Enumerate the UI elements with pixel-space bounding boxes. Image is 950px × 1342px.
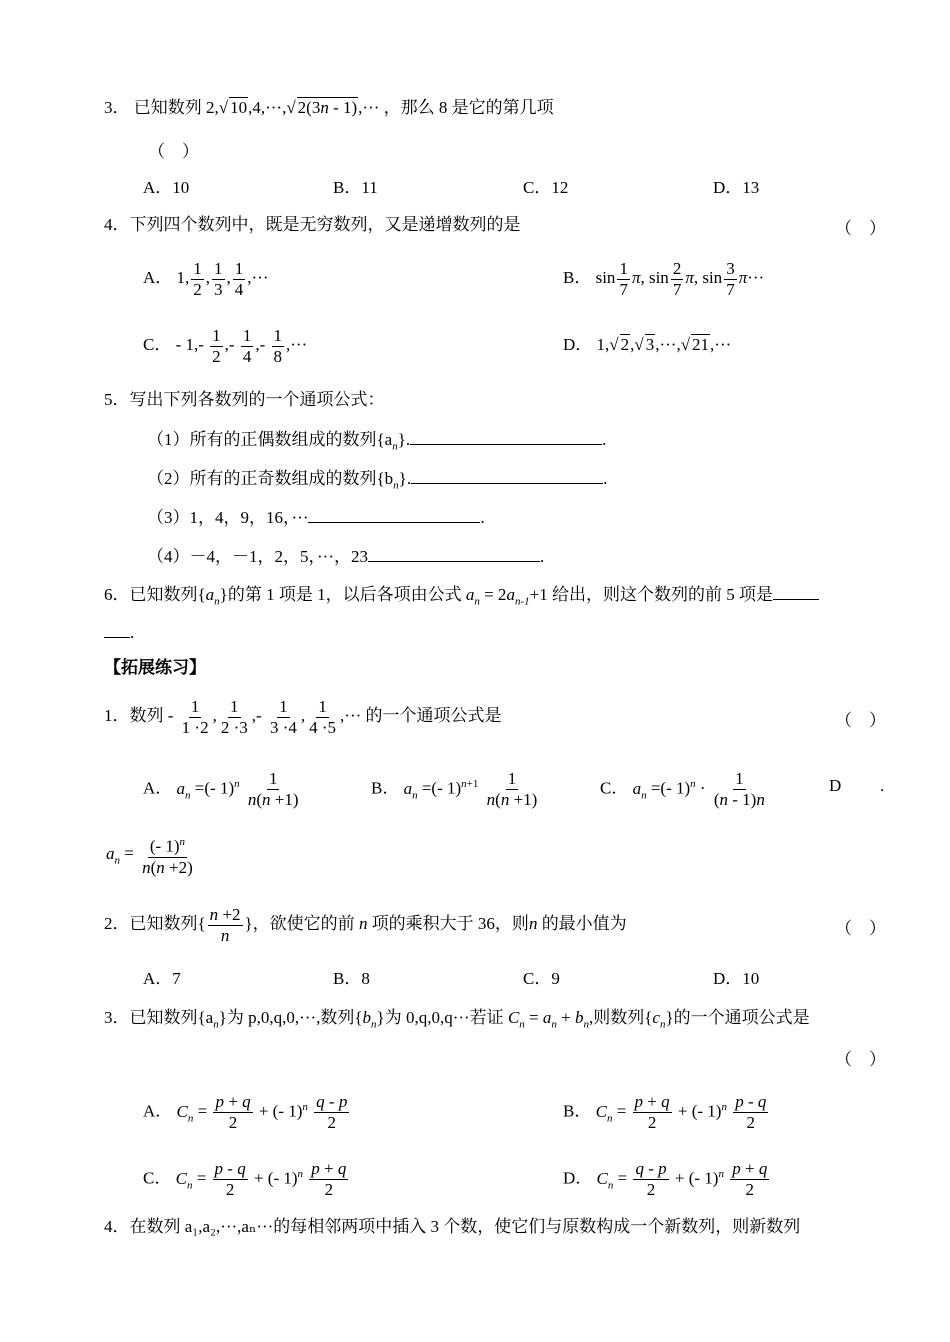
e1-option-d-label: D — [829, 776, 842, 795]
e2-option-b: B．8 — [333, 969, 370, 988]
q3-option-b: B．11 — [333, 178, 378, 197]
q6-stem: 6．已知数列$\{a_n\}$的第 1 项是 1，以后各项由公式 $a_n = 2a_{n-1}+1$ 给出，则这个数列的前 5 项是 — [104, 583, 819, 612]
e2-stem: 2．已知数列{ $\frac{n +2}{n}$ }，欲使它的前 n 项的乘积大于 36，则n 的最小值为 — [104, 904, 627, 945]
q4-option-b: B． sin $\frac{1}{7}$ π, sin $\frac{2}{7}$ π, sin $\frac{3}{7}$ π··· — [563, 258, 765, 299]
q3-stem: 3． 已知数列 2,√ 10,4,···,√ 2(3n - 1),··· ，那么 8 是它的第几项 — [104, 98, 554, 117]
e1-option-d: $a_n$ = $\frac{(- 1)^n}{n(n +2)}$ — [106, 832, 197, 881]
e2-option-a: A．7 — [143, 969, 181, 988]
q4-option-c: C． - 1,- $\frac{1}{2}$ ,- $\frac{1}{4}$ ,- $\frac{1}{8}$ ,··· — [143, 325, 308, 366]
q5-item-3: （3）1，4，9，16，··· . — [147, 508, 485, 527]
e3-option-a: A． $C_n$ = $\frac{p + q}{2}$ + (- 1)$^n$ $\frac{q - p}{2}$ — [143, 1092, 348, 1133]
q5-item-4: （4）－4，－1，2，5，···，23 . — [147, 547, 545, 566]
e3-option-b: B． $C_n$ = $\frac{p + q}{2}$ + (- 1)$^n$ $\frac{p - q}{2}$ — [563, 1092, 767, 1133]
e2-answer-paren: （ ） — [835, 919, 886, 938]
q3-option-a: A．10 — [143, 178, 190, 197]
q4-option-a: A． 1, $\frac{1}{2}$ , $\frac{1}{3}$ , $\frac{1}{4}$ ,··· — [143, 258, 269, 299]
e4-stem: 4．在数列 a₁,a₂,···,aₙ···的每相邻两项中插入 3 个数，使它们与原数构成一个新数列，则新数列 — [104, 1217, 801, 1236]
e2-option-c: C．9 — [523, 969, 560, 988]
q5-item-1: （1）所有的正偶数组成的数列$\{a_n\}$. . — [147, 430, 607, 453]
q5-stem: 5．写出下列各数列的一个通项公式： — [104, 390, 385, 409]
e1-stem: 1．数列 - $\frac{1}{1 \cdot 2}$ , $\frac{1}{2 \cdot 3}$ ,- $\frac{1}{3 \cdot 4}$ , $\frac{1}{4 \cdot 5}$ ,··· 的一个通项公式是 — [104, 696, 502, 737]
q4-option-d: D． 1,√ 2,√ 3,···,√ 21,··· — [563, 335, 732, 354]
e3-answer-paren: （ ） — [835, 1050, 886, 1069]
q3-answer-paren: （ ） — [148, 142, 199, 161]
q3-option-d: D．13 — [713, 178, 760, 197]
q3-sequence: 2,√ 10,4,···,√ 2(3n - 1),··· — [206, 98, 380, 117]
e2-option-d: D．10 — [713, 969, 760, 988]
q3-option-c: C．12 — [523, 178, 569, 197]
e3-stem: 3．已知数列$\{a_n\}$为 p,0,q,0,···,数列$\{b_n\}$为 0,q,0,q···若证 $C_n = a_n + b_n$,则数列$\{c_n\}$的一个通项公式是 — [104, 1008, 810, 1031]
section-heading: 【拓展练习】 — [104, 658, 206, 677]
e1-answer-paren: （ ） — [835, 711, 886, 730]
q4-answer-paren: （ ） — [835, 219, 886, 238]
e1-option-b: B． $a_n$ =(- 1)$^{n+1}$ $\frac{1}{n(n +1)}$ — [371, 769, 538, 810]
e3-option-c: C． $C_n$ = $\frac{p - q}{2}$ + (- 1)$^n$ $\frac{p + q}{2}$ — [143, 1159, 347, 1200]
e1-option-c: C． $a_n$ =(- 1)$^n$ · $\frac{1}{(n - 1)n}$ — [600, 769, 765, 810]
e1-option-a: A． $a_n$ =(- 1)$^n$ $\frac{1}{n(n +1)}$ — [143, 769, 299, 810]
e1-option-d-dot: . — [880, 776, 885, 795]
q5-item-2: （2）所有的正奇数组成的数列$\{b_n\}$. . — [147, 469, 608, 492]
q6-continuation: . — [104, 621, 134, 644]
q4-stem: 4．下列四个数列中，既是无穷数列，又是递增数列的是 — [104, 215, 521, 234]
e3-option-d: D． $C_n$ = $\frac{q - p}{2}$ + (- 1)$^n$ $\frac{p + q}{2}$ — [563, 1159, 768, 1200]
